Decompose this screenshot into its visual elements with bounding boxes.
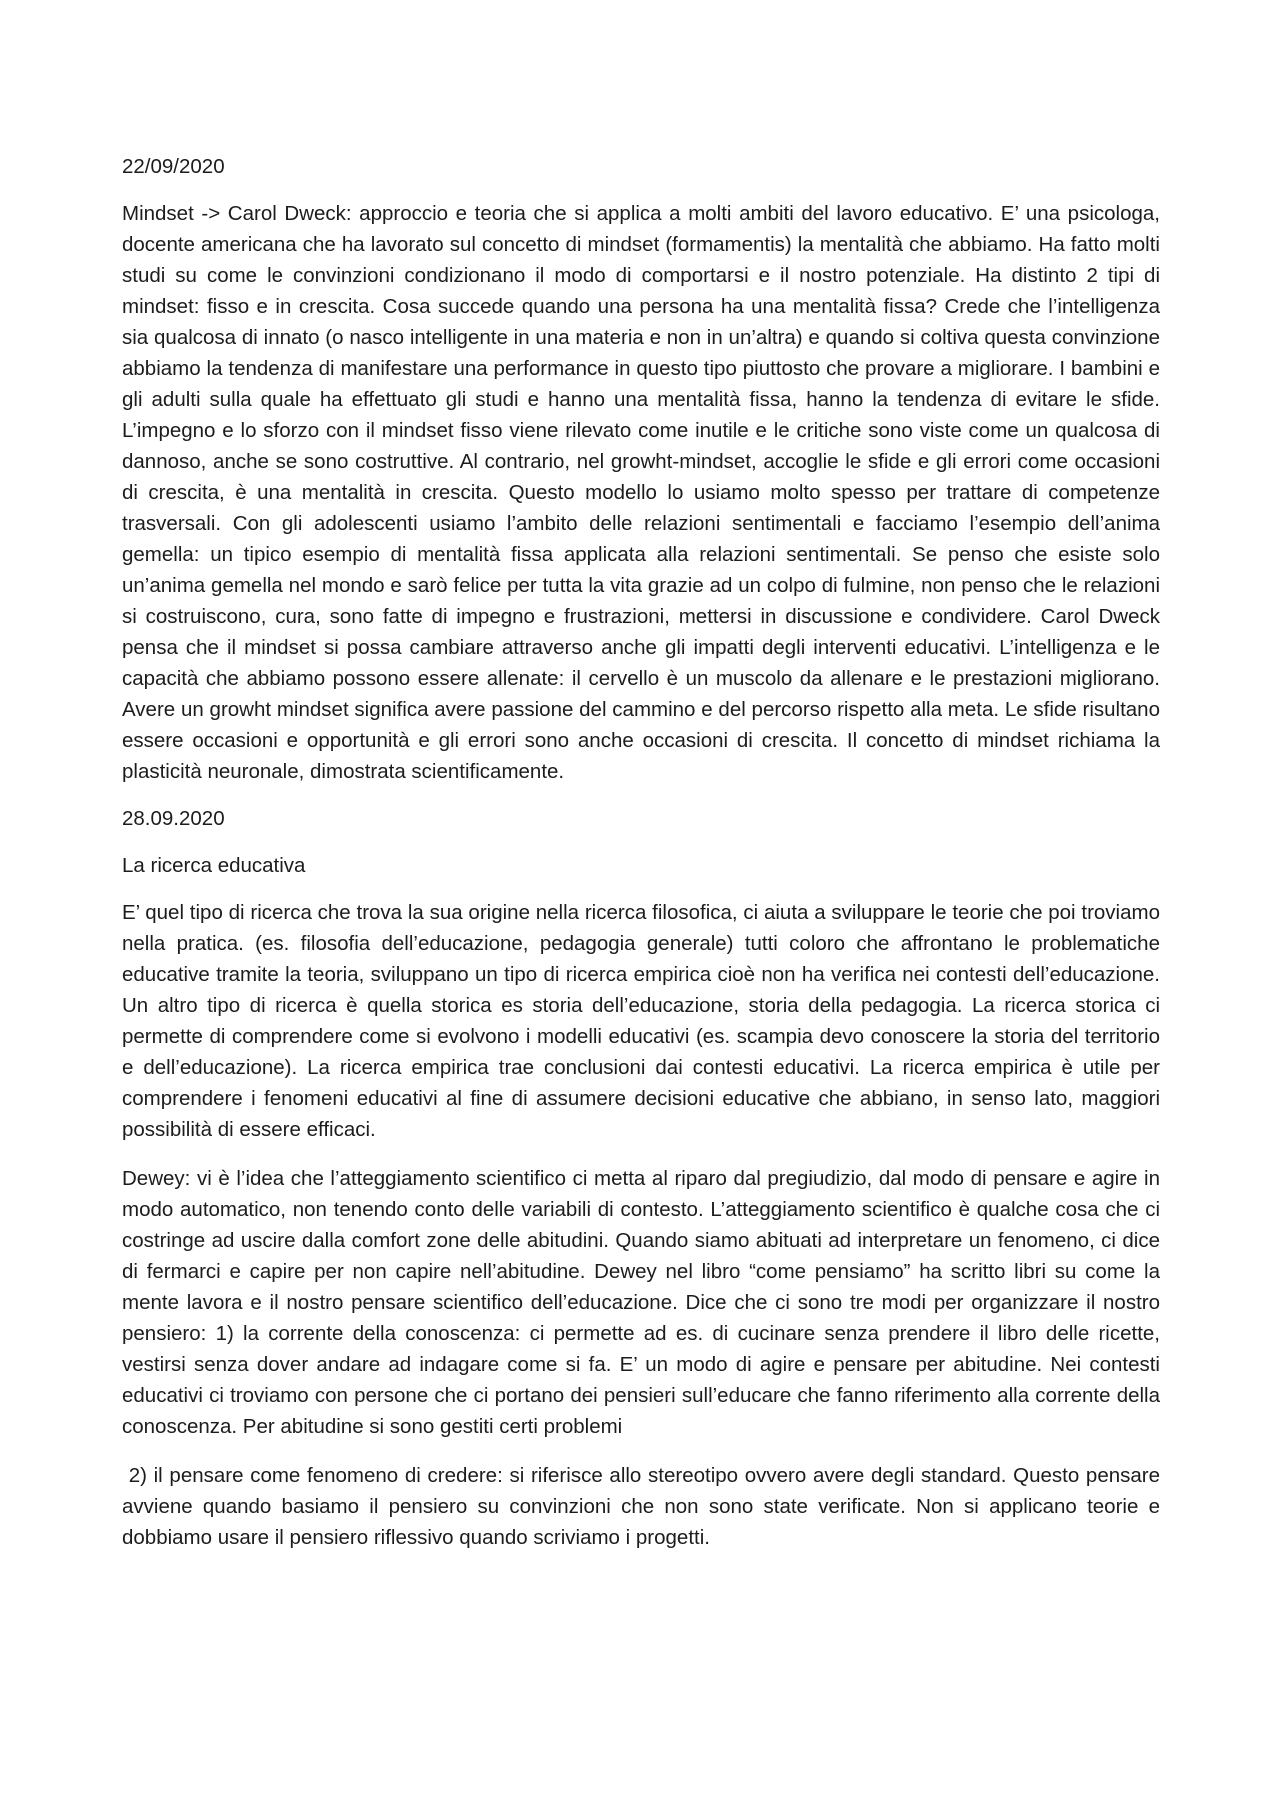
document-page	[122, 151, 1166, 1553]
section-heading: La ricerca educativa	[122, 854, 306, 877]
dewey-paragraph: Dewey: vi è l’idea che l’atteggiamento scientifico ci metta al riparo dal pregiudizio, dal modo di pensare e agire in modo automatico, non tenendo conto delle variabili di contesto. L’atteggiamento scientifico è qualche cosa che ci costringe ad uscire dalla comfort zone delle abitudini. Quando siamo abituati ad interpretare un fenomeno, ci dice di fermarci e capire per non capire nell’abitudine. Dewey nel libro “come pensiamo” ha scritto libri su come la mente lavora e il nostro pensare scientifico dell’educazione. Dice che ci sono tre modi per organizzare il nostro pensiero: 1) la corrente della conoscenza: ci permette ad es. di cucinare senza prendere il libro delle ricette, vestirsi senza dover andare ad indagare come si fa. E’ un modo di agire e pensare per abitudine. Nei contesti educativi ci troviamo con persone che ci portano dei pensieri sull’educare che fanno riferimento alla corrente della conoscenza. Per abitudine si sono gestiti certi problemi	[122, 1167, 1160, 1438]
section-date: 22/09/2020	[122, 155, 225, 178]
section-date: 28.09.2020	[122, 807, 225, 830]
ricerca-educativa-paragraph: E’ quel tipo di ricerca che trova la sua origine nella ricerca filosofica, ci aiuta a sviluppare le teorie che poi troviamo nella pratica. (es. filosofia dell’educazione, pedagogia generale) tutti coloro che affrontano le problematiche educative tramite la teoria, sviluppano un tipo di ricerca empirica cioè non ha verifica nei contesti dell’educazione. Un altro tipo di ricerca è quella storica es storia dell’educazione, storia della pedagogia. La ricerca storica ci permette di comprendere come si evolvono i modelli educativi (es. scampia devo conoscere la storia del territorio e dell’educazione). La ricerca empirica trae conclusioni dai contesti educativi. La ricerca empirica è utile per comprendere i fenomeni educativi al fine di assumere decisioni educative che abbiano, in senso lato, maggiori possibilità di essere efficaci.	[122, 901, 1160, 1141]
mindset-paragraph: Mindset -> Carol Dweck: approccio e teoria che si applica a molti ambiti del lavoro educativo. E’ una psicologa, docente americana che ha lavorato sul concetto di mindset (formamentis) la mentalità che abbiamo. Ha fatto molti studi su come le convinzioni condizionano il modo di comportarsi e il nostro potenziale. Ha distinto 2 tipi di mindset: fisso e in crescita. Cosa succede quando una persona ha una mentalità fissa? Crede che l’intelligenza sia qualcosa di innato (o nasco intelligente in una materia e non in un’altra) e quando si coltiva questa convinzione abbiamo la tendenza di manifestare una performance in questo tipo piuttosto che provare a migliorare. I bambini e gli adulti sulla quale ha effettuato gli studi e hanno una mentalità fissa, hanno la tendenza di evitare le sfide. L’impegno e lo sforzo con il mindset fisso viene rilevato come inutile e le critiche sono viste come un qualcosa di dannoso, anche se sono costruttive. Al contrario, nel growht-mindset, accoglie le sfide e gli errori come occasioni di crescita, è una mentalità in crescita. Questo modello lo usiamo molto spesso per trattare di competenze trasversali. Con gli adolescenti usiamo l’ambito delle relazioni sentimentali e facciamo l’esempio dell’anima gemella: un tipico esempio di mentalità fissa applicata alla relazioni sentimentali. Se penso che esiste solo un’anima gemella nel mondo e sarò felice per tutta la vita grazie ad un colpo di fulmine, non penso che le relazioni si costruiscono, cura, sono fatte di impegno e frustrazioni, mettersi in discussione e condividere. Carol Dweck pensa che il mindset si possa cambiare attraverso anche gli impatti degli interventi educativi. L’intelligenza e le capacità che abbiamo possono essere allenate: il cervello è un muscolo da allenare e le prestazioni migliorano. Avere un growht mindset significa avere passione del cammino e del percorso rispetto alla meta. Le sfide risultano essere occasioni e opportunità e gli errori sono anche occasioni di crescita. Il concetto di mindset richiama la plasticità neuronale, dimostrata scientificamente.	[122, 202, 1160, 783]
pensare-credere-paragraph: 2) il pensare come fenomeno di credere: si riferisce allo stereotipo ovvero avere degli standard. Questo pensare avviene quando basiamo il pensiero su convinzioni che non sono state verificate. Non si applicano teorie e dobbiamo usare il pensiero riflessivo quando scriviamo i progetti.	[122, 1464, 1166, 1549]
